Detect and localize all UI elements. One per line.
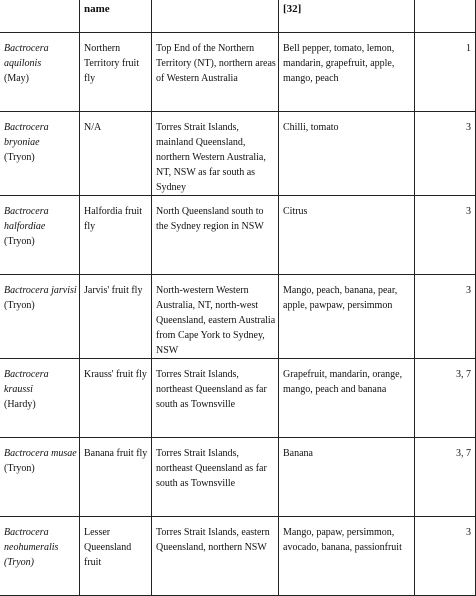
hosts-cell: Mango, peach, banana, pear, apple, pawpaw, persimmon [279, 275, 415, 359]
species-cell [0, 517, 80, 596]
hosts-cell: Citrus [279, 196, 415, 275]
species-cell [0, 112, 80, 196]
species-author: (Tryon) [4, 300, 35, 311]
species-cell [0, 196, 80, 275]
table-row [0, 438, 476, 517]
species-author: (May) [4, 73, 29, 84]
species-author: (Tryon) [4, 152, 35, 163]
table-row [0, 275, 476, 359]
species-name: Bactrocera aquilonis [4, 43, 49, 69]
table-row [0, 359, 476, 438]
table-row [0, 196, 476, 275]
species-cell [0, 438, 80, 517]
species-name: Bactrocera jarvisi [4, 285, 77, 296]
distribution-cell: Top End of the Northern Territory (NT), northern areas of Western Australia [152, 33, 279, 112]
distribution-cell: Torres Strait Islands, northeast Queensland as far south as Townsville [152, 359, 279, 438]
species-name: Bactrocera musae [4, 448, 77, 459]
common-name-cell: Jarvis' fruit fly [80, 275, 152, 359]
header-cell-hosts: [32] [279, 0, 415, 33]
species-cell [0, 33, 80, 112]
header-cell-reference [415, 0, 476, 33]
hosts-cell: Bell pepper, tomato, lemon, mandarin, grapefruit, apple, mango, peach [279, 33, 415, 112]
species-author: (Tryon) [4, 463, 35, 474]
reference-cell: 3 [415, 275, 476, 359]
species-cell [0, 359, 80, 438]
header-cell-species [0, 0, 80, 33]
species-author: (Hardy) [4, 399, 36, 410]
common-name-cell: Banana fruit fly [80, 438, 152, 517]
hosts-cell: Banana [279, 438, 415, 517]
distribution-cell: Torres Strait Islands, mainland Queensland, northern Western Australia, NT, NSW as far south as Sydney [152, 112, 279, 196]
common-name-cell: Lesser Queensland fruit [80, 517, 152, 596]
distribution-cell: Torres Strait Islands, eastern Queensland, northern NSW [152, 517, 279, 596]
header-cell-distribution [152, 0, 279, 33]
species-name: Bactrocera bryoniae [4, 122, 49, 148]
common-name-cell: N/A [80, 112, 152, 196]
reference-cell: 3 [415, 517, 476, 596]
reference-cell: 3 [415, 112, 476, 196]
hosts-cell: Chilli, tomato [279, 112, 415, 196]
species-name: Bactrocera neohumeralis (Tryon) [4, 527, 59, 568]
hosts-cell: Grapefruit, mandarin, orange, mango, peach and banana [279, 359, 415, 438]
species-author: (Tryon) [4, 236, 35, 247]
common-name-cell: Halfordia fruit fly [80, 196, 152, 275]
reference-cell: 3, 7 [415, 438, 476, 517]
hosts-cell: Mango, papaw, persimmon, avocado, banana, passionfruit [279, 517, 415, 596]
distribution-cell: North-western Western Australia, NT, north-west Queensland, eastern Australia from Cape York to Sydney, NSW [152, 275, 279, 359]
reference-cell: 3 [415, 196, 476, 275]
distribution-cell: Torres Strait Islands, northeast Queensland as far south as Townsville [152, 438, 279, 517]
table-row [0, 33, 476, 112]
table-row [0, 517, 476, 596]
common-name-cell: Northern Territory fruit fly [80, 33, 152, 112]
table-row [0, 112, 476, 196]
species-name: Bactrocera halfordiae [4, 206, 49, 232]
species-name: Bactrocera kraussi [4, 369, 49, 395]
distribution-cell: North Queensland south to the Sydney region in NSW [152, 196, 279, 275]
header-cell-common-name: name [80, 0, 152, 33]
reference-cell: 1 [415, 33, 476, 112]
species-cell [0, 275, 80, 359]
common-name-cell: Krauss' fruit fly [80, 359, 152, 438]
table-header-row [0, 0, 476, 33]
reference-cell: 3, 7 [415, 359, 476, 438]
